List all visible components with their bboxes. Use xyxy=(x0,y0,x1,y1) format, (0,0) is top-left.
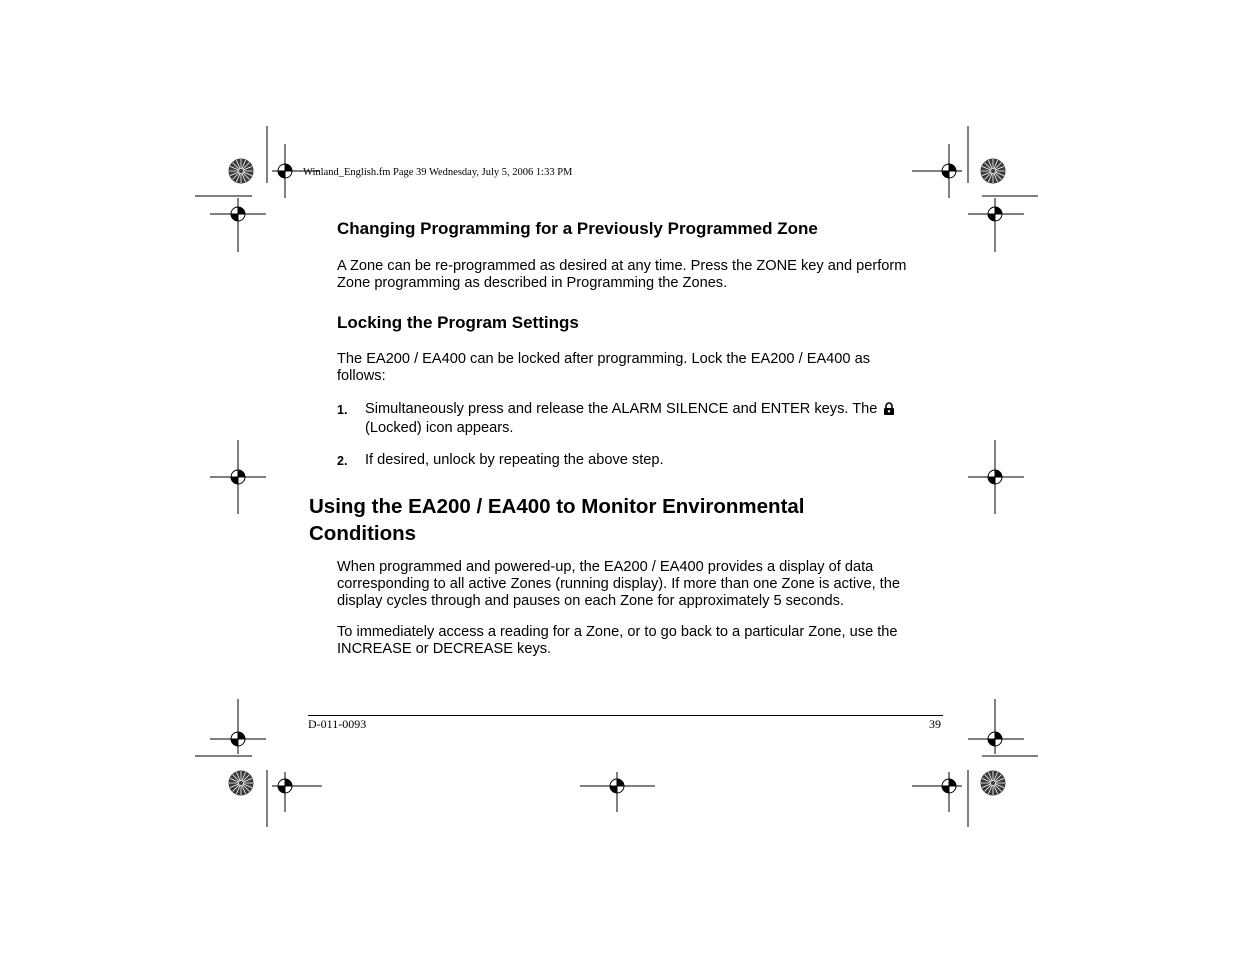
footer-rule xyxy=(308,715,943,716)
heading-locking-settings: Locking the Program Settings xyxy=(337,313,579,332)
text-line: If desired, unlock by repeating the above step. xyxy=(365,452,664,468)
footer-doc-number: D-011-0093 xyxy=(308,717,367,731)
step-1-text: Simultaneously press and release the ALARM SILENCE and ENTER keys. The xyxy=(365,401,878,417)
paragraph-access-reading xyxy=(337,624,947,658)
heading-monitor-conditions xyxy=(309,493,929,547)
text-line: Zone programming as described in Programming the Zones. xyxy=(337,275,728,291)
text-line: (Locked) icon appears. xyxy=(365,420,514,436)
text-line: INCREASE or DECREASE keys. xyxy=(337,641,552,657)
lock-icon xyxy=(883,402,895,420)
footer-page-number: 39 xyxy=(929,717,941,731)
text-line: display cycles through and pauses on each Zone for approximately 5 seconds. xyxy=(337,593,845,609)
paragraph-lock-intro xyxy=(337,351,947,385)
text-line: corresponding to all active Zones (running display). If more than one Zone is active, the xyxy=(337,576,900,592)
file-slug: Winland_English.fm Page 39 Wednesday, July 5, 2006 1:33 PM xyxy=(303,167,573,178)
text-line: A Zone can be re-programmed as desired at any time. Press the ZONE key and perform xyxy=(337,258,907,274)
text-line: To immediately access a reading for a Zone, or to go back to a particular Zone, use the xyxy=(337,624,898,640)
paragraph-zone-reprogram xyxy=(337,258,947,292)
text-line: follows: xyxy=(337,368,386,384)
text-line xyxy=(365,401,945,420)
step-number: 1. xyxy=(337,403,348,417)
text-line: When programmed and powered-up, the EA200 / EA400 provides a display of data xyxy=(337,559,874,575)
heading-line: Conditions xyxy=(309,522,417,545)
paragraph-running-display xyxy=(337,559,947,610)
step-number: 2. xyxy=(337,454,348,468)
heading-line: Using the EA200 / EA400 to Monitor Environmental xyxy=(309,495,805,518)
text-line: The EA200 / EA400 can be locked after programming. Lock the EA200 / EA400 as xyxy=(337,351,870,367)
step-2 xyxy=(365,452,945,469)
heading-changing-programming: Changing Programming for a Previously Programmed Zone xyxy=(337,219,818,238)
step-1 xyxy=(365,401,945,437)
